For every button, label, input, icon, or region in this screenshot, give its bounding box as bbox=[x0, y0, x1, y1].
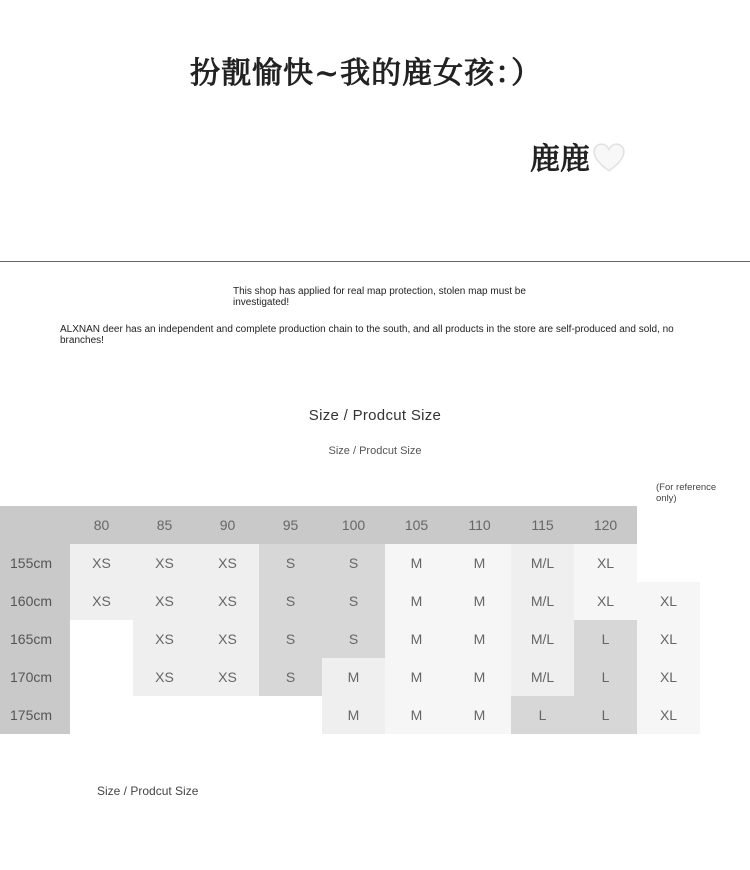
size-cell: XL bbox=[574, 582, 637, 620]
size-cell: S bbox=[259, 620, 322, 658]
size-cell: XL bbox=[574, 544, 637, 582]
height-header-cell: 165cm bbox=[0, 620, 70, 658]
size-cell: S bbox=[259, 544, 322, 582]
size-cell: M/L bbox=[511, 582, 574, 620]
size-cell: M bbox=[448, 658, 511, 696]
company-statement: ALXNAN deer has an independent and complete production chain to the south, and all products in the store are self-produced and sold, no branches! bbox=[60, 324, 674, 346]
heart-icon bbox=[592, 141, 626, 175]
size-cell bbox=[70, 658, 133, 696]
size-cell: XL bbox=[637, 696, 700, 734]
weight-header-cell: 100 bbox=[322, 506, 385, 544]
weight-header-cell: 120 bbox=[574, 506, 637, 544]
size-cell: M bbox=[448, 544, 511, 582]
weight-header-cell: 90 bbox=[196, 506, 259, 544]
size-chart-title: Size / Prodcut Size bbox=[308, 407, 442, 424]
weight-header-cell: 95 bbox=[259, 506, 322, 544]
size-cell: L bbox=[574, 658, 637, 696]
size-cell: M bbox=[385, 696, 448, 734]
signature-line bbox=[530, 134, 626, 178]
size-cell: M bbox=[448, 696, 511, 734]
size-cell: M bbox=[385, 658, 448, 696]
size-cell: M bbox=[385, 620, 448, 658]
size-cell: M bbox=[385, 582, 448, 620]
size-cell bbox=[133, 696, 196, 734]
size-cell: L bbox=[511, 696, 574, 734]
weight-header-cell: 80 bbox=[70, 506, 133, 544]
size-cell bbox=[637, 544, 700, 582]
weight-header-cell bbox=[637, 506, 700, 544]
size-cell: XS bbox=[196, 658, 259, 696]
size-cell: M/L bbox=[511, 658, 574, 696]
size-cell: M bbox=[322, 696, 385, 734]
size-cell bbox=[259, 696, 322, 734]
reference-note: (For reference only) bbox=[656, 482, 717, 504]
size-cell bbox=[70, 696, 133, 734]
weight-header-cell: 85 bbox=[133, 506, 196, 544]
size-cell: XS bbox=[133, 620, 196, 658]
height-header-cell: 175cm bbox=[0, 696, 70, 734]
size-chart-subtitle: Size / Prodcut Size bbox=[328, 445, 422, 457]
size-cell bbox=[70, 620, 133, 658]
size-cell: XS bbox=[196, 582, 259, 620]
size-cell: M bbox=[448, 620, 511, 658]
size-cell: XS bbox=[133, 544, 196, 582]
weight-header-cell: 110 bbox=[448, 506, 511, 544]
size-cell: XS bbox=[133, 582, 196, 620]
size-cell: M/L bbox=[511, 544, 574, 582]
height-header-cell: 160cm bbox=[0, 582, 70, 620]
height-header-cell: 170cm bbox=[0, 658, 70, 696]
size-cell: XL bbox=[637, 620, 700, 658]
size-cell: S bbox=[259, 658, 322, 696]
divider bbox=[0, 261, 750, 262]
size-cell: M/L bbox=[511, 620, 574, 658]
size-cell: XS bbox=[133, 658, 196, 696]
size-cell: M bbox=[448, 582, 511, 620]
size-cell: XS bbox=[196, 544, 259, 582]
size-cell: M bbox=[385, 544, 448, 582]
table-corner-cell bbox=[0, 506, 70, 544]
size-cell: S bbox=[322, 620, 385, 658]
size-cell: S bbox=[322, 582, 385, 620]
signature-text: 鹿鹿 bbox=[530, 142, 590, 177]
size-cell: S bbox=[322, 544, 385, 582]
size-cell: M bbox=[322, 658, 385, 696]
size-cell: XL bbox=[637, 658, 700, 696]
size-chart-footer: Size / Prodcut Size bbox=[97, 784, 199, 798]
weight-header-cell: 115 bbox=[511, 506, 574, 544]
protection-notice: This shop has applied for real map protection, stolen map must be investigated! bbox=[233, 286, 526, 308]
height-header-cell: 155cm bbox=[0, 544, 70, 582]
size-cell: XS bbox=[196, 620, 259, 658]
size-table bbox=[0, 506, 700, 734]
headline: 扮靓愉快~我的鹿女孩：） bbox=[190, 56, 543, 91]
weight-header-cell: 105 bbox=[385, 506, 448, 544]
size-cell: S bbox=[259, 582, 322, 620]
size-cell: XS bbox=[70, 582, 133, 620]
size-cell: XL bbox=[637, 582, 700, 620]
size-cell: XS bbox=[70, 544, 133, 582]
size-cell: L bbox=[574, 696, 637, 734]
size-cell bbox=[196, 696, 259, 734]
size-cell: L bbox=[574, 620, 637, 658]
